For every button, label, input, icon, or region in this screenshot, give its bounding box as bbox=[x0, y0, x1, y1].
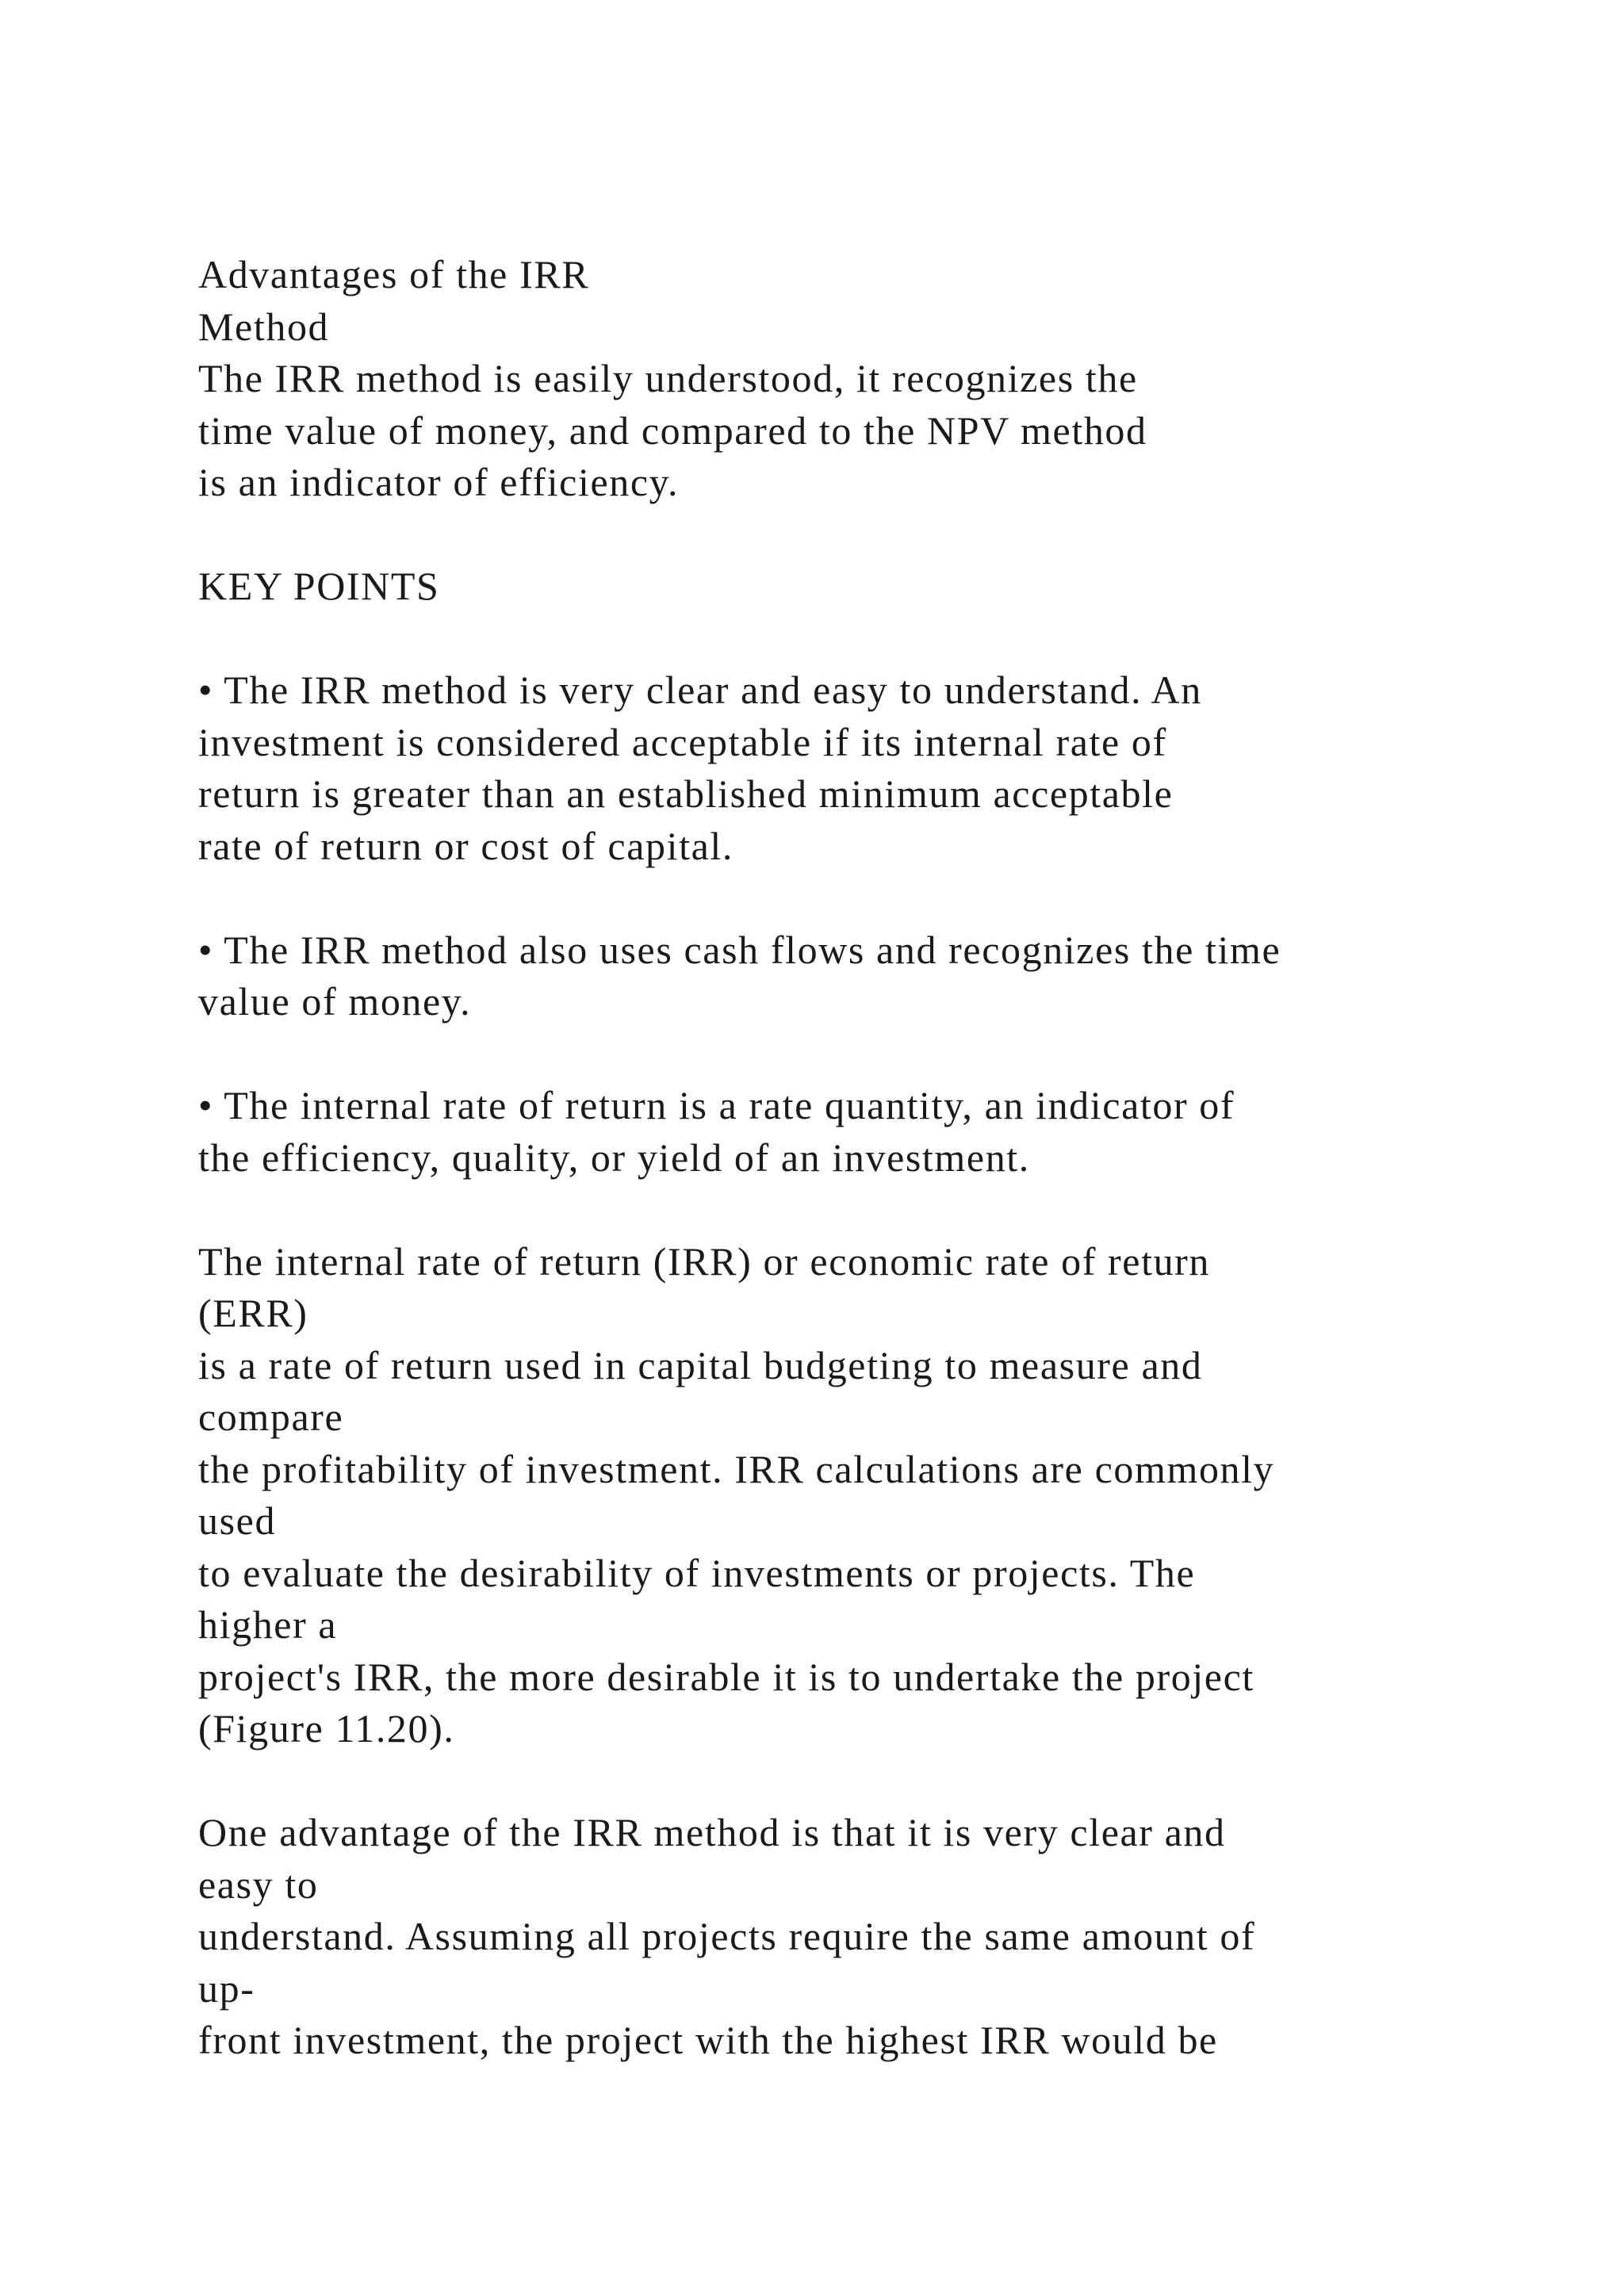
blank-line bbox=[198, 872, 1546, 924]
paragraph-line: is a rate of return used in capital budgeting to measure and bbox=[198, 1342, 1203, 1387]
document-body bbox=[198, 249, 1546, 2067]
paragraph-line: used bbox=[198, 1498, 277, 1543]
paragraph-line: The internal rate of return (IRR) or economic rate of return bbox=[198, 1238, 1211, 1284]
key-point-line: value of money. bbox=[198, 979, 472, 1024]
title-line: Method bbox=[198, 304, 330, 349]
paragraph-line: the profitability of investment. IRR calculations are commonly bbox=[198, 1446, 1275, 1491]
key-points-heading: KEY POINTS bbox=[198, 564, 440, 608]
paragraph-line: compare bbox=[198, 1395, 344, 1439]
paragraph-line: One advantage of the IRR method is that it is very clear and bbox=[198, 1810, 1226, 1854]
key-point-line: • The internal rate of return is a rate quantity, an indicator of bbox=[198, 1083, 1235, 1127]
paragraph-line: front investment, the project with the highest IRR would be bbox=[198, 2018, 1218, 2062]
key-point-line: investment is considered acceptable if its internal rate of bbox=[198, 719, 1167, 764]
key-point-line: • The IRR method is very clear and easy to understand. An bbox=[198, 668, 1202, 712]
blank-line bbox=[198, 1028, 1546, 1081]
intro-line: The IRR method is easily understood, it recognizes the bbox=[198, 356, 1138, 400]
intro-line: is an indicator of efficiency. bbox=[198, 460, 680, 504]
paragraph-line: project's IRR, the more desirable it is to undertake the project bbox=[198, 1654, 1254, 1699]
paragraph-line: (Figure 11.20). bbox=[198, 1706, 455, 1751]
paragraph-line: (ERR) bbox=[198, 1291, 308, 1335]
paragraph-line: understand. Assuming all projects require the same amount of bbox=[198, 1914, 1256, 1958]
blank-line bbox=[198, 613, 1546, 665]
key-point-line: the efficiency, quality, or yield of an investment. bbox=[198, 1135, 1030, 1180]
paragraph-line: easy to bbox=[198, 1862, 319, 1907]
blank-line bbox=[198, 509, 1546, 561]
key-point-line: rate of return or cost of capital. bbox=[198, 823, 733, 868]
title-line: Advantages of the IRR bbox=[198, 252, 590, 297]
blank-line bbox=[198, 1755, 1546, 1808]
intro-line: time value of money, and compared to the NPV method bbox=[198, 408, 1147, 453]
paragraph-line: to evaluate the desirability of investments or projects. The bbox=[198, 1550, 1196, 1595]
blank-line bbox=[198, 1184, 1546, 1236]
paragraph-line: higher a bbox=[198, 1602, 338, 1647]
key-point-line: return is greater than an established minimum acceptable bbox=[198, 771, 1174, 816]
key-point-line: • The IRR method also uses cash flows and recognizes the time bbox=[198, 927, 1281, 972]
paragraph-line: up- bbox=[198, 1965, 255, 2011]
